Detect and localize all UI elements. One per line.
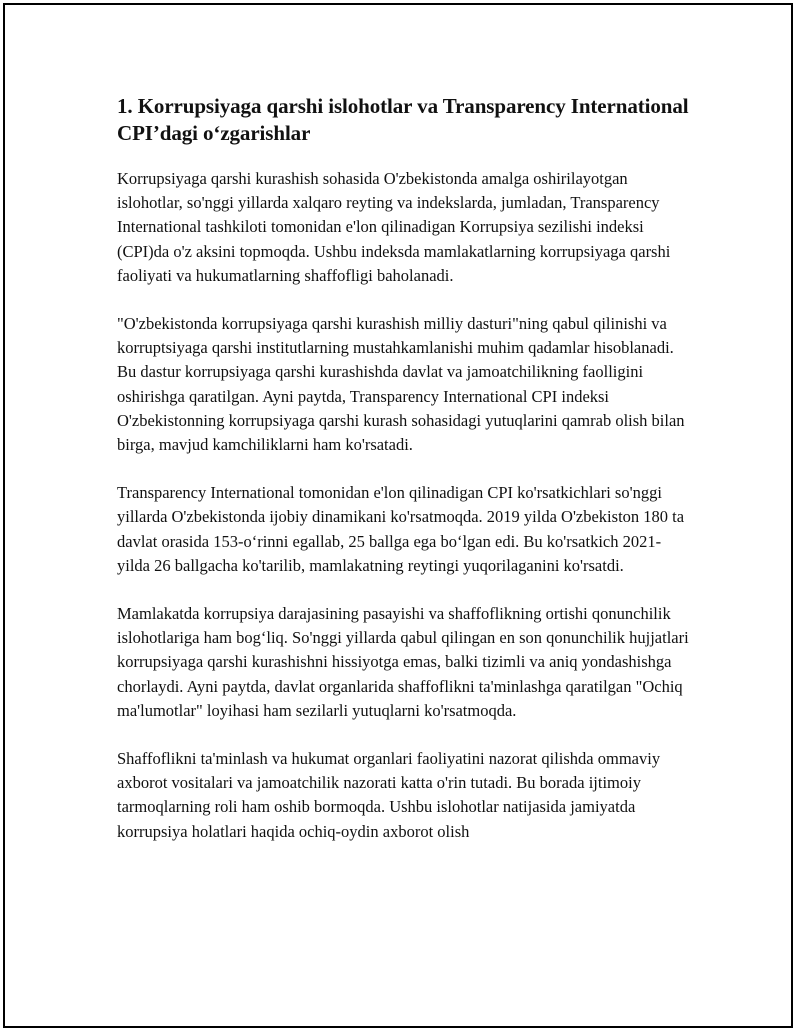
paragraph: Mamlakatda korrupsiya darajasining pasayishi va shaffoflikning ortishi qonunchilik islohotlariga ham bog‘liq. So'nggi yillarda qabul qilingan en son qonunchilik hujjatlari korrupsiyaga qarshi kurashishni hissiyotga emas, balki tizimli va aniq yondashishga chorlaydi. Ayni paytda, davlat organlarida shaffoflikni ta'minlashga qaratilgan "Ochiq ma'lumotlar" loyihasi ham sezilarli yutuqlarni ko'rsatmoqda. (117, 604, 689, 720)
paragraph: Shaffoflikni ta'minlash va hukumat organlari faoliyatini nazorat qilishda ommaviy axborot vositalari va jamoatchilik nazorati katta o'rin tutadi. Bu borada ijtimoiy tarmoqlarning roli ham oshib bormoqda. Ushbu islohotlar natijasida jamiyatda korrupsiya holatlari haqida ochiq-oydin axborot olish (117, 749, 661, 841)
paragraph: Transparency International tomonidan e'lon qilinadigan CPI ko'rsatkichlari so'nggi yillarda O'zbekistonda ijobiy dinamikani ko'rsatmoqda. 2019 yilda O'zbekiston 180 ta davlat orasida 153-o‘rinni egallab, 25 ballga ega bo‘lgan edi. Bu ko'rsatkich 2021-yilda 26 ballgacha ko'tarilib, mamlakatning reytingi yuqorilaganini ko'rsatdi. (117, 483, 685, 575)
document-body (117, 93, 692, 868)
paragraph: "O'zbekistonda korrupsiyaga qarshi kurashish milliy dasturi"ning qabul qilinishi va korruptsiyaga qarshi institutlarning mustahkamlanishi muhim qadamlar hisoblanadi. Bu dastur korrupsiyaga qarshi kurashishda davlat va jamoatchilikning faolligini oshirishga qaratilgan. Ayni paytda, Transparency International CPI indeksi O'zbekistonning korrupsiyaga qarshi kurash sohasidagi yutuqlarini qamrab olish bilan birga, mavjud kamchiliklarni ham ko'rsatadi. (117, 314, 685, 455)
paragraph: Korrupsiyaga qarshi kurashish sohasida O'zbekistonda amalga oshirilayotgan islohotlar, so'nggi yillarda xalqaro reyting va indekslarda, jumladan, Transparency International tashkiloti tomonidan e'lon qilinadigan Korrupsiya sezilishi indeksi (CPI)da o'z aksini topmoqda. Ushbu indeksda mamlakatlarning korrupsiyaga qarshi faoliyati va hukumatlarning shaffofligi baholanadi. (117, 169, 671, 285)
section-heading: 1. Korrupsiyaga qarshi islohotlar va Transparency International CPI’dagi o‘zgarishlar (117, 94, 689, 145)
